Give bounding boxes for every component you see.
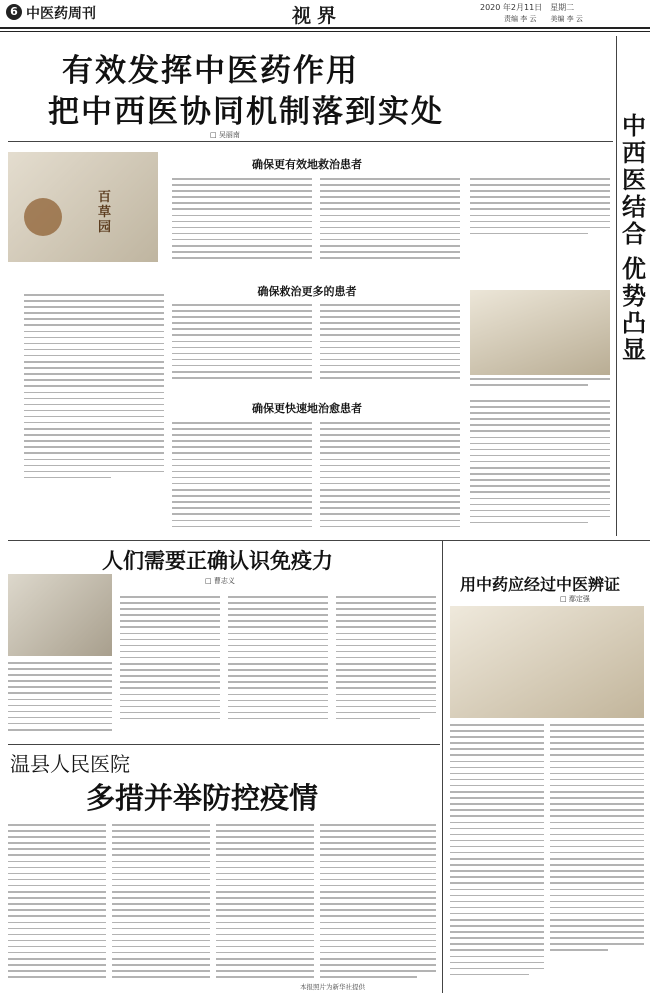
hospital-col1-text [8,824,106,984]
photo-label: 百草园 [98,190,112,235]
hospital-title-line2: 多措并举防控疫情 [86,781,319,815]
immunity-col3-text [228,596,328,726]
hospital-col3-text [216,824,314,984]
lead-col5-text [320,304,460,386]
hospital-rule [8,744,440,745]
side-title-char: 显 [622,335,646,364]
tcm-byline: □ 鄢定强 [560,595,590,603]
side-title-char: 合 [622,219,646,248]
lead-col1-text [172,178,312,268]
lead-col3-text [470,178,610,268]
immunity-title: 人们需要正确认识免疫力 [102,548,333,573]
issue-date: 2020 年2月11日 星期二 [480,3,575,12]
side-article-divider [616,36,617,536]
side-title-char: 优 [622,254,646,283]
herb-bowl-image [24,198,62,236]
header-rule-thin [0,31,650,32]
lead-col6-text [172,422,312,532]
lead-subhead-1: 确保更有效地救治患者 [252,158,362,171]
herb-photo [8,152,158,262]
footer-note: 本报照片为新华社提供 [300,983,365,991]
side-title-char: 西 [622,138,646,167]
side-article-title [620,112,648,363]
herbs-photo-2 [470,290,610,375]
lead-intro-text [24,294,164,484]
side-title-char: 医 [622,165,646,194]
lead-col7-text [320,422,460,532]
page-number: 6 [6,4,22,20]
lead-subhead-2: 确保救治更多的患者 [257,285,357,298]
tcm-col1-text [450,724,544,979]
lead-rule [8,141,613,142]
newspaper-name: 中医药周刊 [26,6,96,22]
lead-byline: □ 吴丽南 [210,131,240,139]
immunity-byline: □ 曹志义 [205,577,235,585]
tcm-photo [450,606,644,718]
immunity-col2-text [120,596,220,726]
side-title-char: 凸 [622,308,646,337]
middle-band-rule [8,540,650,541]
lead-col2-text [320,178,460,268]
tcm-col2-text [550,724,644,979]
side-title-char: 势 [622,281,646,310]
photo-caption [470,378,610,392]
lead-col4-text [172,304,312,386]
lead-title-line1: 有效发挥中医药作用 [62,53,359,89]
tcm-title: 用中药应经过中医辨证 [460,575,621,594]
immunity-col1-text [8,662,112,740]
header-rule [0,27,650,29]
hospital-col2-text [112,824,210,984]
hospital-title-line1: 温县人民医院 [10,752,130,776]
immunity-photo [8,574,112,656]
lead-subhead-3: 确保更快速地治愈患者 [252,402,362,415]
side-title-char: 结 [622,192,646,221]
lead-title-line2: 把中西医协同机制落到实处 [48,94,444,130]
editor-credit: 责编 李 云 美编 李 云 [504,15,583,23]
side-title-char: 中 [622,111,646,140]
hospital-col4-text [320,824,436,984]
immunity-col4-text [336,596,436,726]
lead-col8-text [470,400,610,532]
section-title: 视界 [292,5,343,27]
tcm-divider [442,541,443,993]
